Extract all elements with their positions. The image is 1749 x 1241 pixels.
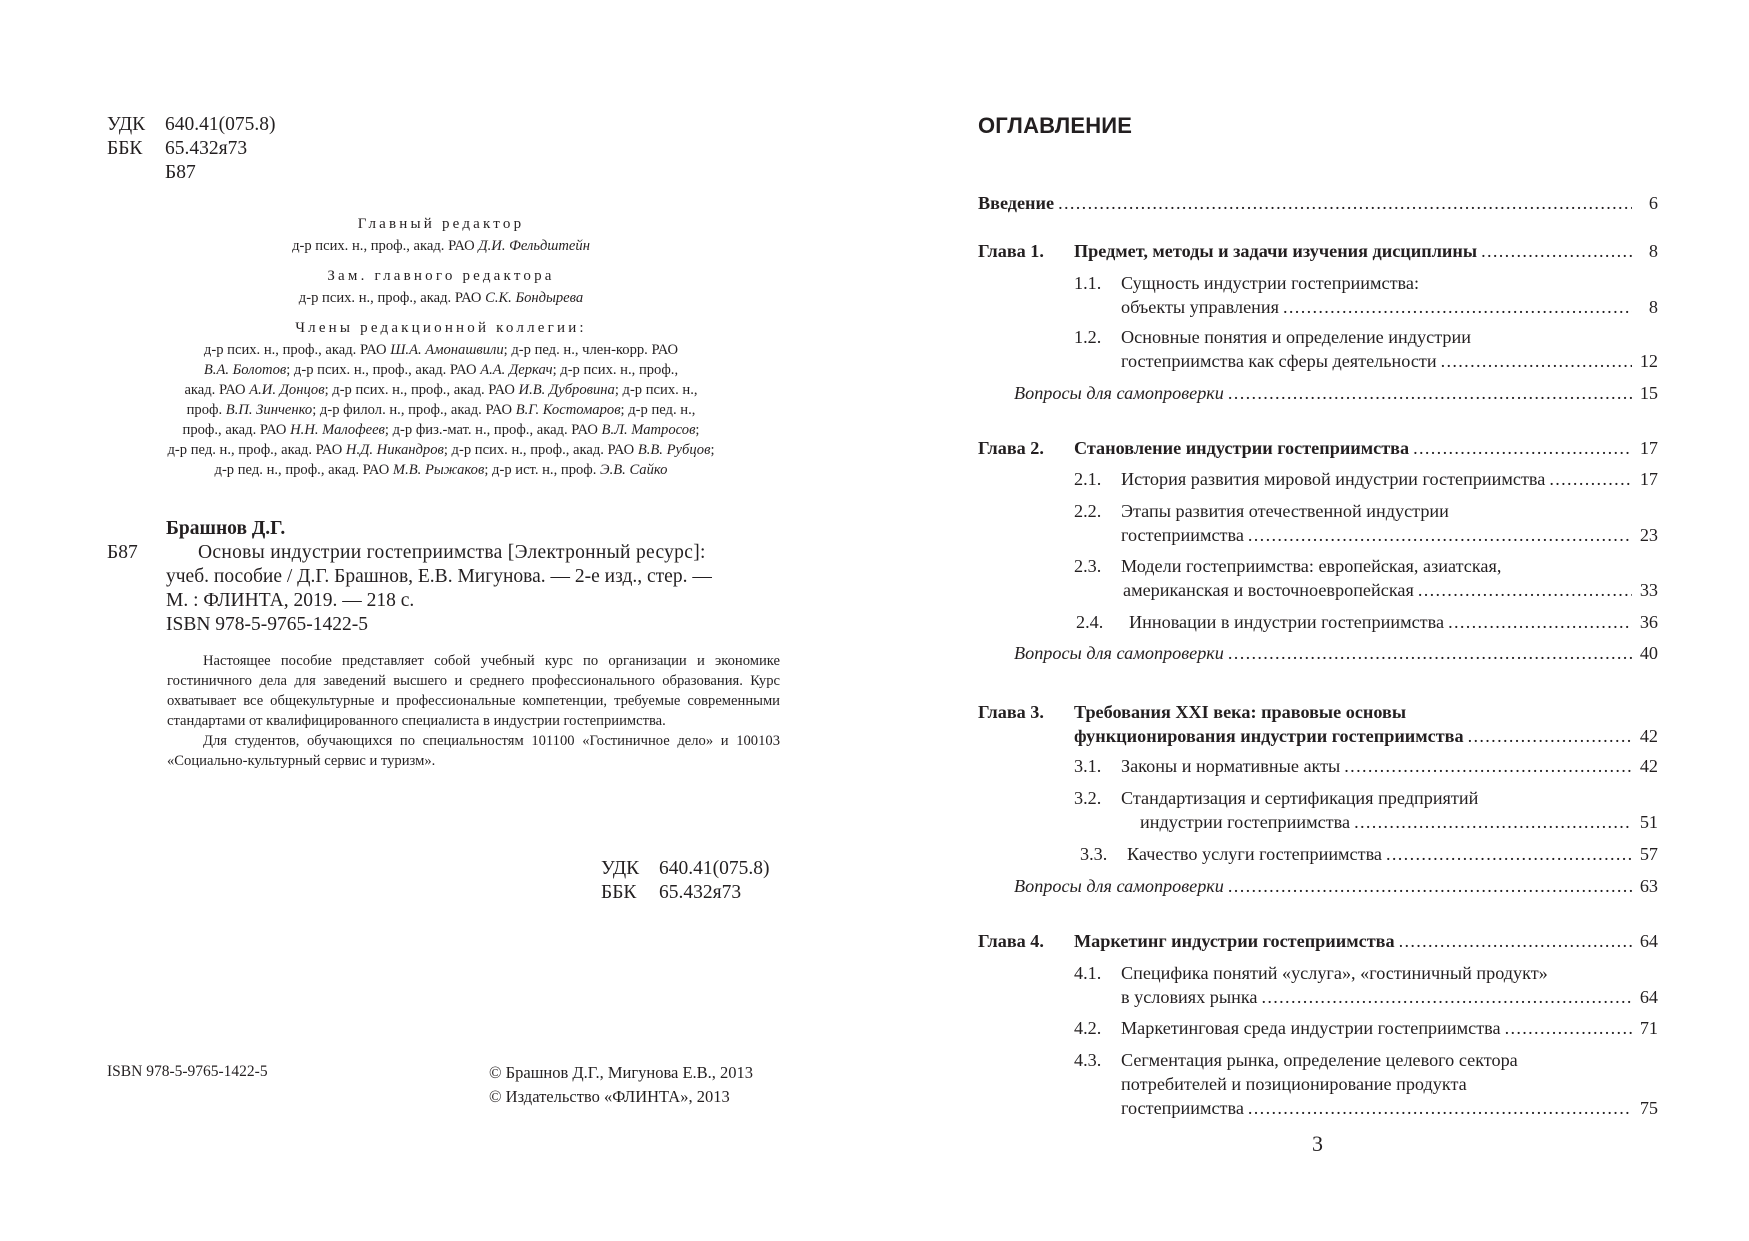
toc-section-2-2[interactable]: 2.2. Этапы развития отечественной индустрии гостеприимства . . . 23	[978, 499, 1658, 547]
toc-entry-intro[interactable]: Введение . . . 6	[978, 191, 1658, 215]
members-line: д-р псих. н., проф., акад. РАО Ш.А. Амонашвили; д-р пед. н., член-корр. РАО	[203, 342, 679, 358]
board-members-list	[108, 340, 774, 480]
isbn: ISBN 978-5-9765-1422-5	[107, 1063, 268, 1080]
annotation-paragraph: Настоящее пособие представляет собой учебный курс по организации и экономике гостиничного дела для заведений высшего и среднего профессионального образования. Курс охватывает все общекультурные и профессиональные компетенции, требуемые современными стандартами от квалифицированного специалиста в индустрии гостеприимства.	[167, 653, 780, 729]
right-page	[874, 0, 1749, 1241]
toc-section-3-3[interactable]: 3.3. Качество услуги гостеприимства . . . 57	[978, 842, 1658, 866]
members-line: д-р пед. н., проф., акад. РАО М.В. Рыжаков; д-р ист. н., проф. Э.В. Сайко	[214, 462, 668, 478]
deputy-editor: д-р псих. н., проф., акад. РАО С.К. Бондырева	[298, 290, 584, 306]
classification-codes-top	[107, 113, 276, 185]
annotation	[167, 651, 780, 771]
record-author: Брашнов Д.Г.	[166, 518, 286, 539]
left-page	[0, 0, 874, 1241]
members-line: д-р пед. н., проф., акад. РАО Н.Д. Никандров; д-р псих. н., проф., акад. РАО В.В. Рубцов;	[167, 442, 715, 458]
copyright-notice: © Брашнов Д.Г., Мигунова Е.В., 2013 © Издательство «ФЛИНТА», 2013	[489, 1063, 754, 1106]
members-line: проф., акад. РАО Н.Н. Малофеев; д-р физ.-мат. н., проф., акад. РАО В.Л. Матросов;	[182, 422, 700, 438]
board-members-role: Члены редакционной коллегии:	[295, 320, 587, 336]
toc-section-1-1[interactable]: 1.1. Сущность индустрии гостеприимства: объекты управления . . . 8	[978, 271, 1658, 319]
editorial-board	[108, 213, 774, 480]
toc-self-check-2[interactable]: Вопросы для самопроверки . . . 40	[978, 641, 1658, 665]
toc-title: ОГЛАВЛЕНИЕ	[978, 113, 1133, 138]
chief-editor: д-р псих. н., проф., акад. РАО Д.И. Фельдштейн	[292, 238, 590, 254]
toc-section-2-4[interactable]: 2.4. Инновации в индустрии гостеприимства . . . 36	[978, 610, 1658, 634]
toc-section-4-3[interactable]: 4.3. Сегментация рынка, определение целевого сектора потребителей и позиционирование продукта гостеприимства . . . 75	[978, 1048, 1658, 1120]
classification-codes-bottom: УДК 640.41(075.8) ББК 65.432я73	[601, 858, 770, 903]
toc-chapter-4[interactable]: Глава 4. Маркетинг индустрии гостеприимства . . . 64	[978, 929, 1658, 953]
record-code: Б87	[107, 542, 138, 563]
toc-section-1-2[interactable]: 1.2. Основные понятия и определение индустрии гостеприимства как сферы деятельности . . . 12	[978, 325, 1658, 373]
toc-chapter-1[interactable]: Глава 1. Предмет, методы и задачи изучения дисциплины . . . 8	[978, 239, 1658, 263]
page-number: 3	[1312, 1131, 1323, 1156]
author-mark-row: Б87	[165, 162, 196, 183]
toc-section-4-1[interactable]: 4.1. Специфика понятий «услуга», «гостиничный продукт» в условиях рынка . . . 64	[978, 961, 1658, 1009]
toc-section-4-2[interactable]: 4.2. Маркетинговая среда индустрии гостеприимства . . . 71	[978, 1016, 1658, 1040]
toc-self-check-3[interactable]: Вопросы для самопроверки . . . 63	[978, 874, 1658, 898]
record-isbn: ISBN 978-5-9765-1422-5	[166, 614, 369, 635]
deputy-editor-role: Зам. главного редактора	[327, 268, 555, 284]
toc-section-3-1[interactable]: 3.1. Законы и нормативные акты . . . 42	[978, 754, 1658, 778]
record-body: Основы индустрии гостеприимства [Электронный ресурс]: учеб. пособие / Д.Г. Брашнов, Е.В. Мигунова. — 2-е изд., стер. — М. : ФЛИНТА, 2019. — 218 с. ISBN 978-5-9765-1422-5	[166, 542, 712, 635]
members-line: акад. РАО А.И. Донцов; д-р псих. н., проф., акад. РАО И.В. Дубровина; д-р псих. н.,	[184, 382, 698, 398]
annotation-paragraph: Для студентов, обучающихся по специальностям 101100 «Гостиничное дело» и 100103 «Социально-культурный сервис и туризм».	[167, 733, 780, 769]
toc-section-2-3[interactable]: 2.3. Модели гостеприимства: европейская, азиатская, американская и восточноевропейская . . . 33	[978, 554, 1658, 602]
bbk-row: ББК 65.432я73	[107, 138, 248, 159]
members-line: проф. В.П. Зинченко; д-р филол. н., проф., акад. РАО В.Г. Костомаров; д-р пед. н.,	[186, 402, 696, 418]
udk-row: УДК 640.41(075.8)	[107, 114, 276, 135]
toc-section-3-2[interactable]: 3.2. Стандартизация и сертификация предприятий индустрии гостеприимства . . . 51	[978, 786, 1658, 834]
toc-section-2-1[interactable]: 2.1. История развития мировой индустрии гостеприимства . . . 17	[978, 467, 1658, 491]
toc-self-check-1[interactable]: Вопросы для самопроверки . . . 15	[978, 381, 1658, 405]
toc-chapter-2[interactable]: Глава 2. Становление индустрии гостеприимства . . . 17	[978, 436, 1658, 460]
chief-editor-role: Главный редактор	[357, 216, 525, 232]
toc-chapter-3[interactable]: Глава 3. Требования XXI века: правовые основы функционирования индустрии гостеприимства . . . 42	[978, 700, 1658, 748]
members-line: В.А. Болотов; д-р псих. н., проф., акад. РАО А.А. Деркач; д-р псих. н., проф.,	[203, 362, 679, 378]
